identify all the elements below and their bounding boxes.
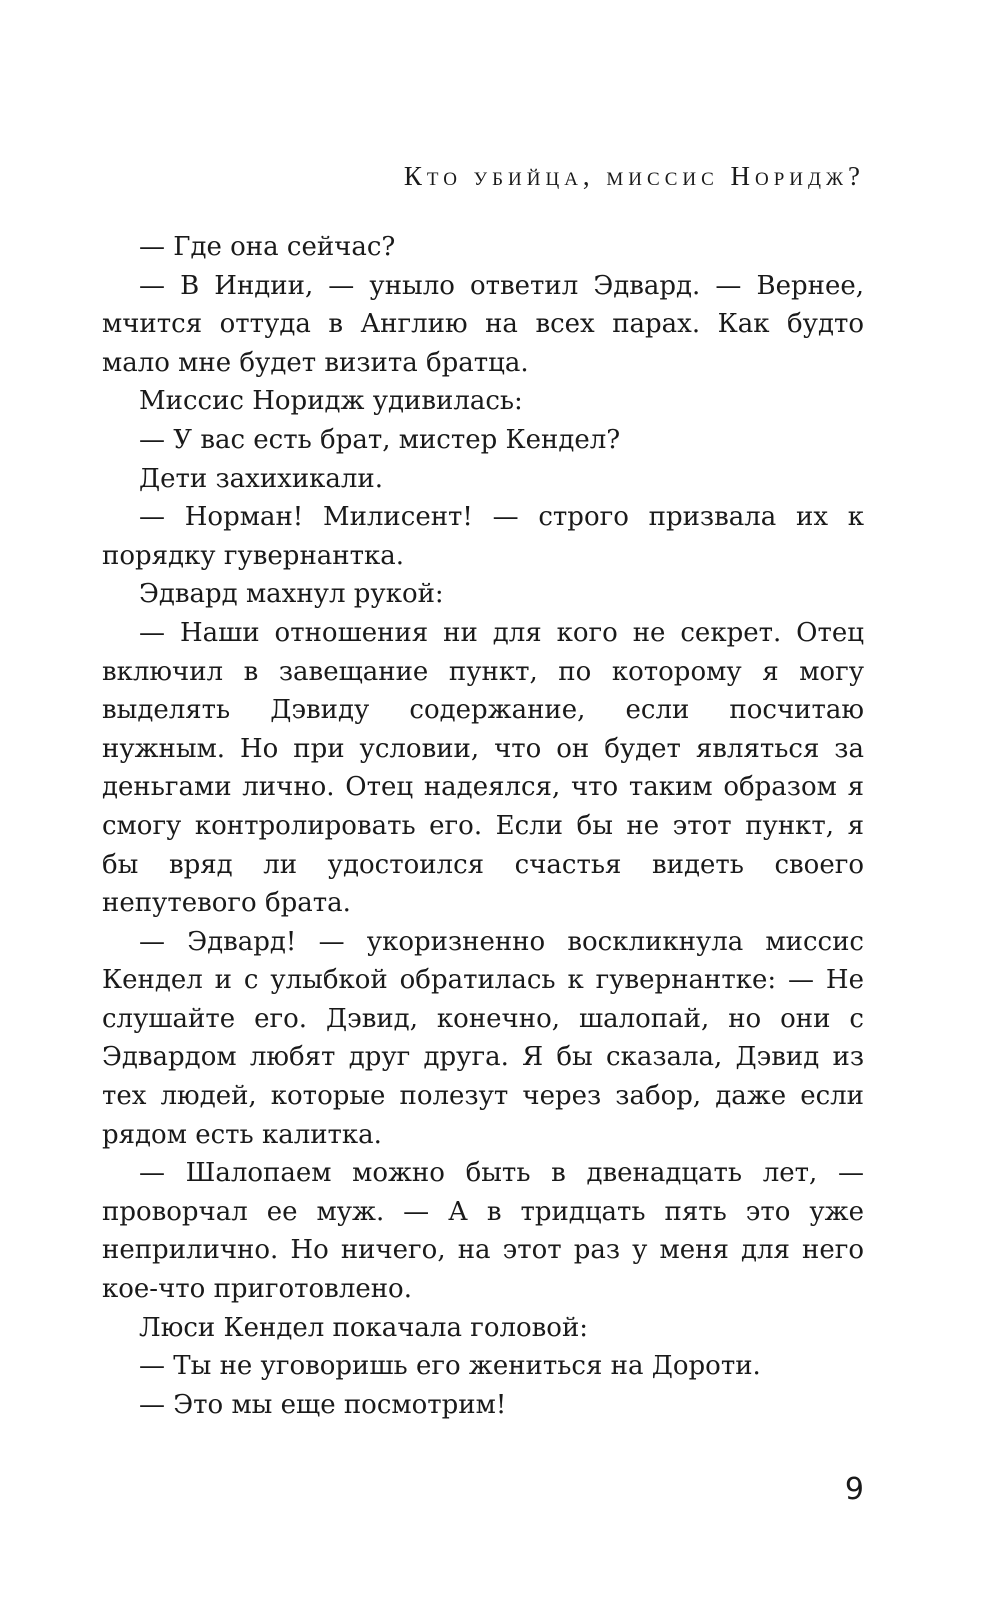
paragraph: Люси Кендел покачала головой: xyxy=(139,1312,589,1343)
body-text xyxy=(102,228,864,1424)
paragraph: — У вас есть брат, мистер Кендел? xyxy=(139,424,621,455)
paragraph: Эдвард махнул рукой: xyxy=(139,579,444,610)
paragraph: — Шалопаем можно быть в двенадцать лет, — проворчал ее муж. — А в тридцать пять это уже неприлично. Но ничего, на этот раз у меня для него кое-что приготовлено. xyxy=(102,1158,864,1305)
paragraph: — Норман! Милисент! — строго призвала их к порядку гувернантка. xyxy=(102,502,864,571)
paragraph: — Наши отношения ни для кого не секрет. Отец включил в завещание пункт, по которому я могу выделять Дэвиду содержание, если посчитаю нужным. Но при условии, что он будет являться за деньгами лично. Отец надеялся, что таким образом я смогу контролировать его. Если бы не этот пункт, я бы вряд ли удостоился счастья видеть своего непутевого брата. xyxy=(102,617,864,919)
paragraph: — Где она сейчас? xyxy=(139,232,396,262)
paragraph: — Эдвард! — укоризненно воскликнула миссис Кендел и с улыбкой обратилась к гувернантке: — Не слушайте его. Дэвид, конечно, шалопай, но они с Эдвардом любят друг друга. Я бы сказала, Дэвид из тех людей, которые полезут через забор, даже если рядом есть калитка. xyxy=(102,926,864,1150)
paragraph: Дети захихикали. xyxy=(139,463,384,494)
paragraph: — Это мы еще посмотрим! xyxy=(139,1389,507,1420)
page-number: 9 xyxy=(844,1472,864,1507)
paragraph: — В Индии, — уныло ответил Эдвард. — Вернее, мчится оттуда в Англию на всех парах. Как будто мало мне будет визита братца. xyxy=(102,270,864,378)
paragraph: — Ты не уговоришь его жениться на Дороти. xyxy=(139,1351,761,1382)
paragraph: Миссис Норидж удивилась: xyxy=(139,386,523,417)
running-head: Кто убийца, миссис Норидж? xyxy=(403,161,865,191)
